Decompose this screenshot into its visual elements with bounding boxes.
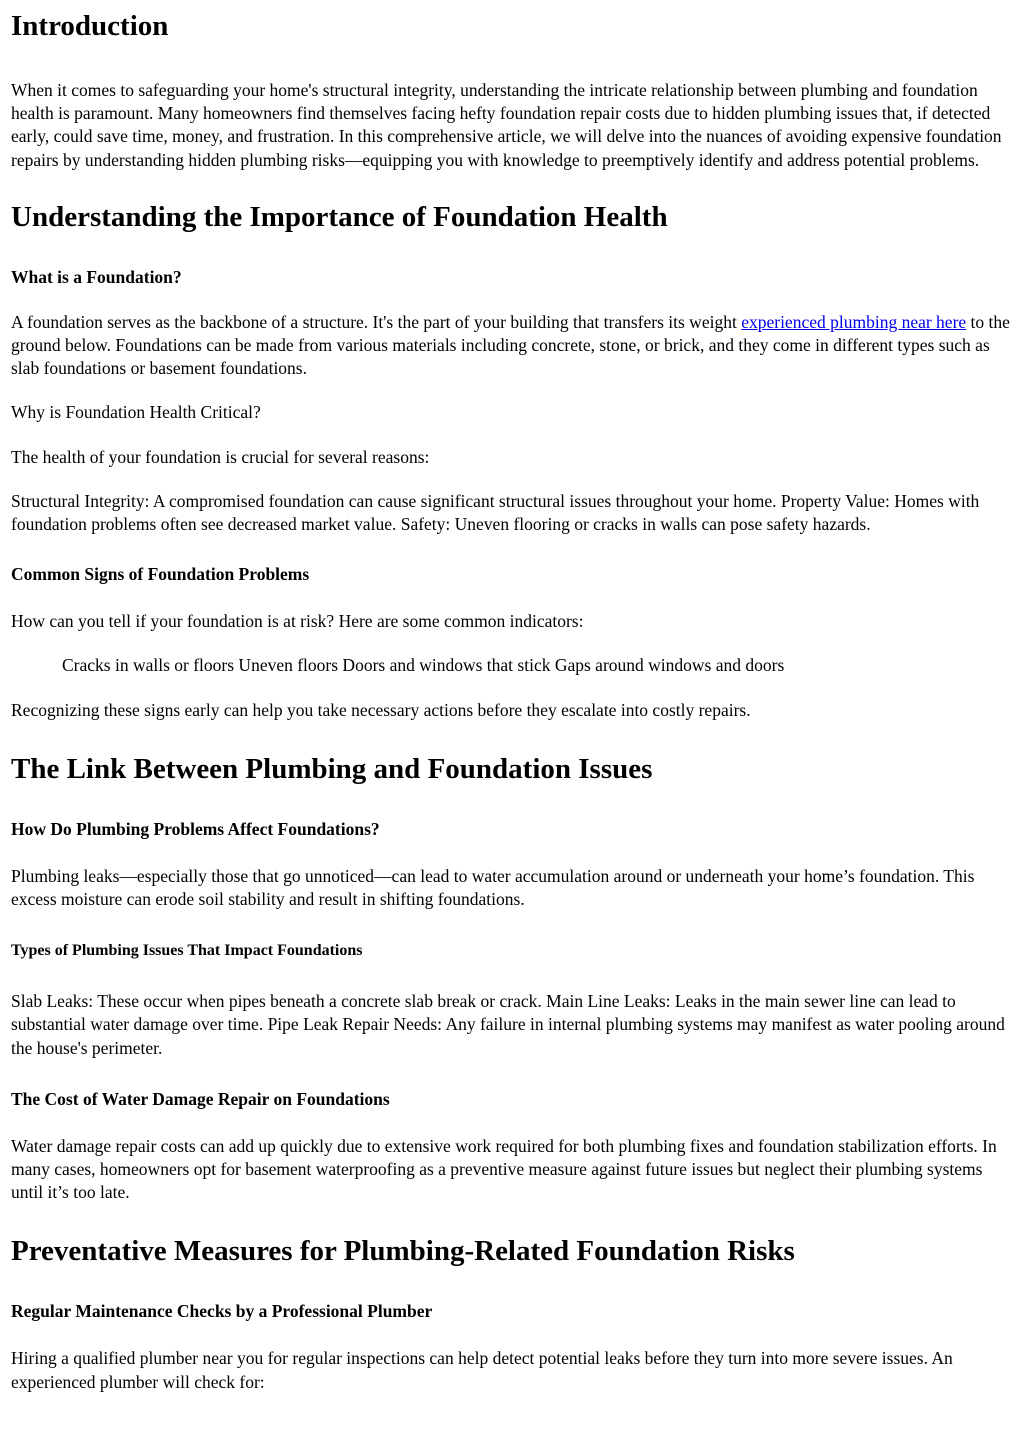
subheading-types-of-issues: Types of Plumbing Issues That Impact Foundations [11,942,363,960]
why-critical-paragraph: Why is Foundation Health Critical? [11,402,261,423]
heading-preventative-measures: Preventative Measures for Plumbing-Related Foundation Risks [11,1235,795,1268]
subheading-how-affect: How Do Plumbing Problems Affect Foundations? [11,818,380,839]
heading-plumbing-link: The Link Between Plumbing and Foundation Issues [11,752,653,785]
hiring-plumber-paragraph: Hiring a qualified plumber near you for regular inspections can help detect potential leaks before they turn into more severe issues. An experienced plumber will check for: [11,1348,953,1392]
paragraph-text: to the ground below. Foundations can be made from various materials including concrete, stone, or brick, and they come in different types such as slab foundations or basement foundations. [11,311,1010,379]
types-paragraph: Slab Leaks: These occur when pipes beneath a concrete slab break or crack. Main Line Leaks: Leaks in the main sewer line can lead to substantial water damage over time. Pipe Leak Repair Needs: Any failure in internal plumbing systems may manifest as water pooling around the house's perimeter. [11,991,1005,1058]
cost-paragraph: Water damage repair costs can add up quickly due to extensive work required for both plumbing fixes and foundation stabilization efforts. In many cases, homeowners opt for basement waterproofing as a preventive measure against future issues but neglect their plumbing systems until it’s too late. [11,1135,997,1203]
reasons-paragraph: Structural Integrity: A compromised foundation can cause significant structural issues throughout your home. Property Value: Homes with foundation problems often see decreased market value. Safety: Uneven flooring or cracks in walls can pose safety hazards. [11,490,980,535]
intro-paragraph: When it comes to safeguarding your home's structural integrity, understanding the intricate relationship between plumbing and foundation health is paramount. Many homeowners find themselves facing hefty foundation repair costs due to hidden plumbing issues that, if detected early, could save time, money, and frustration. In this comprehensive article, we will delve into the nuances of avoiding expensive foundation repairs by understanding hidden plumbing risks—equipping you with knowledge to preemptively identify and address potential problems. [11,80,1002,170]
reasons-intro-paragraph: The health of your foundation is crucial for several reasons: [11,446,430,467]
leaks-paragraph: Plumbing leaks—especially those that go unnoticed—can lead to water accumulation around or underneath your home’s foundation. This excess moisture can erode soil stability and result in shifting foundations. [11,865,975,910]
article [0,8,1024,1394]
signs-list: Cracks in walls or floors Uneven floors Doors and windows that stick Gaps around windows and doors [62,655,785,676]
recognize-signs-paragraph: Recognizing these signs early can help you take necessary actions before they escalate into costly repairs. [11,699,751,720]
subheading-cost-water-damage: The Cost of Water Damage Repair on Foundations [11,1088,390,1109]
subheading-what-is-foundation: What is a Foundation? [11,266,182,287]
foundation-definition-paragraph [11,311,1013,381]
signs-intro-paragraph: How can you tell if your foundation is at risk? Here are some common indicators: [11,611,584,632]
subheading-maintenance-checks: Regular Maintenance Checks by a Professional Plumber [11,1301,433,1322]
paragraph-text: A foundation serves as the backbone of a structure. It's the part of your building that transfers its weight [11,311,742,332]
experienced-plumbing-link[interactable]: experienced plumbing near here [741,311,967,332]
subheading-common-signs: Common Signs of Foundation Problems [11,564,310,585]
heading-foundation-health: Understanding the Importance of Foundation Health [11,200,668,233]
heading-introduction: Introduction [11,10,169,42]
